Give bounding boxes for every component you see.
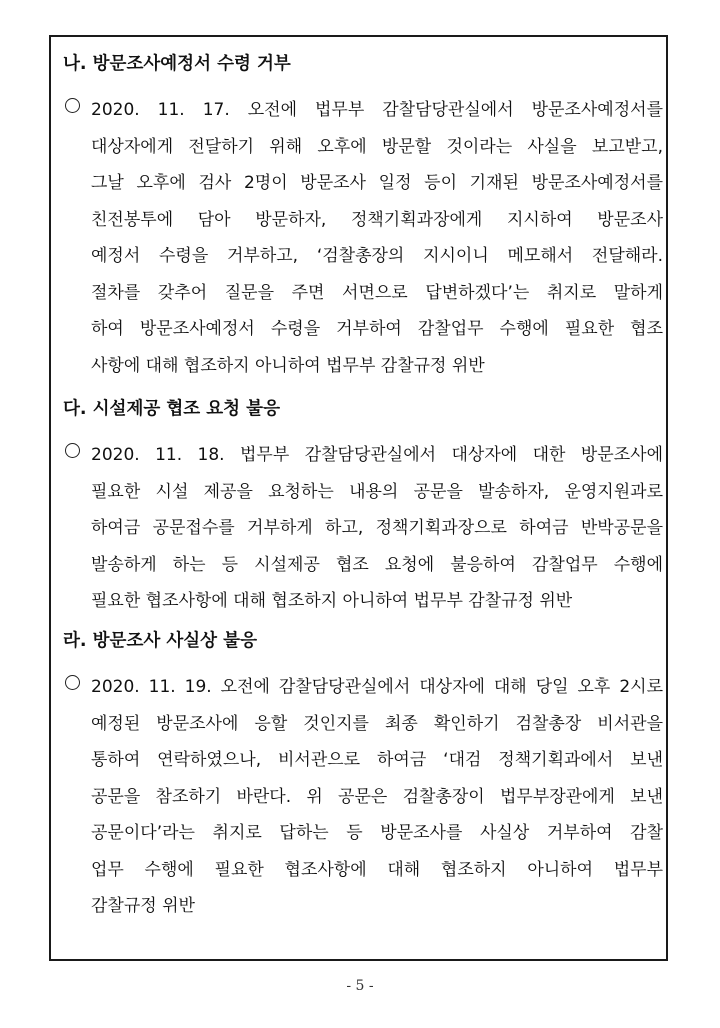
text-line: 발송하게 하는 등 시설제공 협조 요청에 불응하여 감찰업무 수행에 — [91, 554, 663, 575]
text-line: 공문을 참조하기 바란다. 위 공문은 검찰총장이 법무부장관에게 보낸 — [91, 786, 663, 807]
list-item — [63, 669, 663, 925]
section-visit-inspection-refusal — [63, 629, 663, 925]
page-number: - 5 - — [346, 978, 374, 994]
text-line: 2020. 11. 17. 오전에 법무부 감찰담당관실에서 방문조사예정서를 — [91, 100, 663, 120]
text-line: 2020. 11. 18. 법무부 감찰담당관실에서 대상자에 대한 방문조사에 — [91, 445, 663, 465]
text-line: 공문이다’라는 취지로 답하는 등 방문조사를 사실상 거부하여 감찰 — [91, 823, 663, 843]
text-line: 예정서 수령을 거부하고, ‘검찰총장의 지시이니 메모해서 전달해라. — [91, 246, 663, 266]
text-line: 사항에 대해 협조하지 아니하여 법무부 감찰규정 위반 — [91, 355, 485, 376]
section-heading: 다. 시설제공 협조 요청 불응 — [63, 399, 280, 419]
text-line: 절차를 갖추어 질문을 주면 서면으로 답변하겠다’는 취지로 말하게 — [91, 282, 663, 303]
text-line: 대상자에게 전달하기 위해 오후에 방문할 것이라는 사실을 보고받고, — [91, 136, 663, 157]
section-facility-request-refusal — [63, 397, 663, 620]
text-line: 통하여 연락하였으나, 비서관으로 하여금 ‘대검 정책기획과에서 보낸 — [91, 750, 663, 770]
section-visit-schedule-refusal — [63, 52, 663, 384]
text-line: 친전봉투에 담아 방문하자, 정책기획과장에게 지시하여 방문조사 — [91, 209, 663, 230]
text-line: 하여 방문조사예정서 수령을 거부하여 감찰업무 수행에 필요한 협조 — [91, 319, 663, 339]
list-item — [63, 92, 663, 384]
text-line: 그날 오후에 검사 2명이 방문조사 일정 등이 기재된 방문조사예정서를 — [91, 173, 663, 193]
section-heading: 라. 방문조사 사실상 불응 — [63, 631, 257, 651]
text-line: 업무 수행에 필요한 협조사항에 대해 협조하지 아니하여 법무부 — [91, 859, 663, 880]
text-line: 필요한 시설 제공을 요청하는 내용의 공문을 발송하자, 운영지원과로 — [91, 481, 663, 502]
text-line: 하여금 공문접수를 거부하게 하고, 정책기획과장으로 하여금 반박공문을 — [91, 518, 663, 538]
text-line: 2020. 11. 19. 오전에 감찰담당관실에서 대상자에 대해 당일 오후 2시로 — [91, 677, 663, 697]
circle-bullet-icon — [65, 675, 80, 690]
text-line: 감찰규정 위반 — [91, 896, 195, 916]
circle-bullet-icon — [65, 443, 80, 458]
section-heading: 나. 방문조사예정서 수령 거부 — [63, 54, 291, 74]
text-line: 예정된 방문조사에 응할 것인지를 최종 확인하기 검찰총장 비서관을 — [91, 713, 663, 734]
list-item — [63, 437, 663, 620]
text-line: 필요한 협조사항에 대해 협조하지 아니하여 법무부 감찰규정 위반 — [91, 591, 573, 611]
circle-bullet-icon — [65, 98, 80, 113]
